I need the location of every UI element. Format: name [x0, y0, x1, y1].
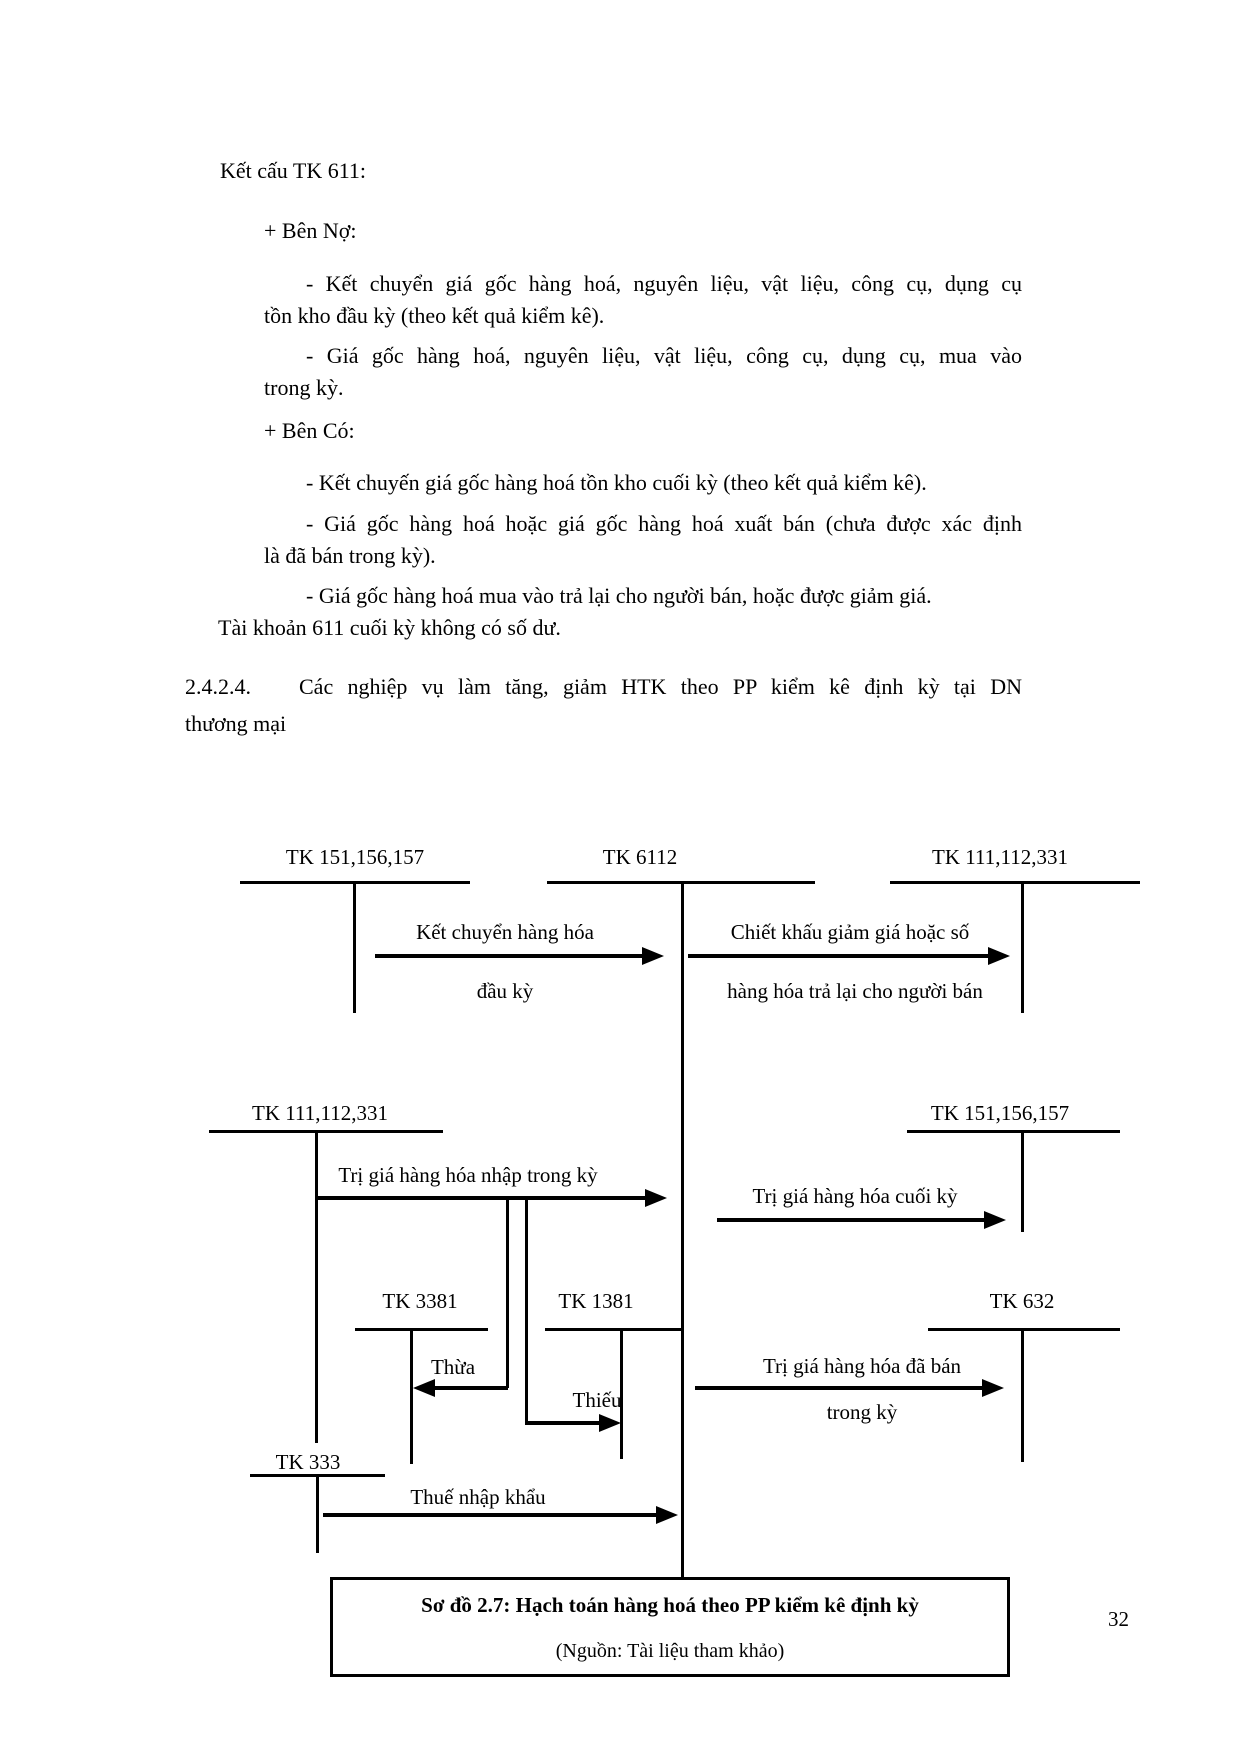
- debit-header: + Bên Nợ:: [264, 218, 357, 243]
- label-surplus: Thừa: [430, 1355, 476, 1379]
- credit-item-2-line-1: - Giá gốc hàng hoá hoặc giá gốc hàng hoá xuất bán (chưa được xác định: [306, 511, 1022, 536]
- arrow-opening-label-line1: Kết chuyển hàng hóa: [416, 920, 594, 944]
- diagram-caption-title: Sơ đồ 2.7: Hạch toán hàng hoá theo PP kiểm kê định kỳ: [421, 1593, 919, 1617]
- arrow-import-tax-label: Thuế nhập khẩu: [410, 1485, 546, 1509]
- arrow-opening-head-icon: [642, 947, 664, 965]
- t-account-label-3381: TK 3381: [382, 1289, 458, 1313]
- arrow-surplus-head-icon: [413, 1379, 435, 1397]
- t-stem-333: [316, 1476, 319, 1553]
- t-account-label-6112: TK 6112: [602, 845, 678, 869]
- t-stem-3381: [410, 1330, 413, 1464]
- credit-header: + Bên Có:: [264, 418, 355, 443]
- t-account-label-111-112-331-top: TK 111,112,331: [932, 845, 1068, 869]
- arrow-sold-shaft: [695, 1386, 982, 1390]
- arrow-ending-head-icon: [984, 1211, 1006, 1229]
- t-stem-151-156-157-top: [353, 883, 356, 1013]
- arrow-purchase-head-icon: [645, 1189, 667, 1207]
- section-title: Các nghiệp vụ làm tăng, giảm HTK theo PP kiểm kê định kỳ tại DN: [299, 674, 1022, 699]
- label-shortage: Thiếu: [572, 1388, 622, 1412]
- section-heading-line-1: [185, 668, 1022, 705]
- t-account-label-333: TK 333: [275, 1450, 341, 1474]
- arrow-import-tax-head-icon: [656, 1506, 678, 1524]
- closing-note: Tài khoản 611 cuối kỳ không có số dư.: [218, 615, 561, 640]
- arrow-shortage-shaft: [527, 1421, 599, 1425]
- t-account-label-111-112-331-left: TK 111,112,331: [252, 1101, 388, 1125]
- t-stem-6112: [681, 883, 684, 1577]
- debit-item-1: [185, 268, 1022, 332]
- arrow-purchase-shaft: [317, 1196, 645, 1200]
- section-heading: [185, 668, 1022, 742]
- debit-item-1-line-2: tồn kho đầu kỳ (theo kết quả kiểm kê).: [264, 303, 605, 328]
- t-bar-111-112-331-left: [209, 1130, 443, 1133]
- credit-item-2: [185, 508, 1022, 572]
- debit-item-2-line-1: - Giá gốc hàng hoá, nguyên liệu, vật liệu, công cụ, dụng cụ, mua vào: [306, 343, 1022, 368]
- t-account-label-632: TK 632: [989, 1289, 1055, 1313]
- credit-item-2-line-2: là đã bán trong kỳ).: [264, 543, 436, 568]
- debit-item-2: [185, 340, 1022, 404]
- arrow-discount-label-line2: hàng hóa trả lại cho người bán: [727, 979, 983, 1003]
- t-bar-151-156-157-right: [907, 1130, 1120, 1133]
- drop-line-shortage: [525, 1198, 528, 1425]
- arrow-opening-shaft: [375, 954, 642, 958]
- page-number: 32: [1108, 1607, 1129, 1631]
- t-stem-111-112-331-left: [315, 1132, 318, 1443]
- arrow-shortage-head-icon: [599, 1414, 621, 1432]
- arrow-discount-shaft: [688, 954, 988, 958]
- t-account-label-151-156-157-right: TK 151,156,157: [930, 1101, 1070, 1125]
- arrow-import-tax-shaft: [323, 1513, 656, 1517]
- t-bar-111-112-331-top: [890, 881, 1140, 884]
- credit-item-1: - Kết chuyến giá gốc hàng hoá tồn kho cuối kỳ (theo kết quả kiểm kê).: [306, 470, 927, 495]
- arrow-ending-label: Trị giá hàng hóa cuối kỳ: [752, 1184, 958, 1208]
- t-account-label-1381: TK 1381: [558, 1289, 634, 1313]
- arrow-sold-label-line1: Trị giá hàng hóa đã bán: [762, 1354, 962, 1378]
- section-heading-line-2: thương mại: [185, 711, 287, 736]
- t-bar-632: [928, 1328, 1120, 1331]
- intro-line: Kết cấu TK 611:: [220, 158, 367, 183]
- drop-line-surplus: [506, 1198, 509, 1388]
- t-account-label-151-156-157-top: TK 151,156,157: [285, 845, 425, 869]
- arrow-ending-shaft: [717, 1218, 984, 1222]
- arrow-surplus-shaft: [435, 1386, 508, 1390]
- arrow-sold-head-icon: [982, 1379, 1004, 1397]
- arrow-discount-head-icon: [988, 947, 1010, 965]
- section-number: 2.4.2.4.: [185, 674, 251, 699]
- t-bar-3381: [355, 1328, 488, 1331]
- arrow-sold-label-line2: trong kỳ: [826, 1400, 898, 1424]
- diagram-caption-box: [330, 1577, 1010, 1677]
- arrow-opening-label-line2: đầu kỳ: [476, 979, 534, 1003]
- t-bar-1381: [545, 1328, 682, 1331]
- debit-item-2-line-2: trong kỳ.: [264, 375, 344, 400]
- credit-item-3: - Giá gốc hàng hoá mua vào trả lại cho người bán, hoặc được giảm giá.: [306, 583, 932, 608]
- t-stem-111-112-331-top: [1021, 883, 1024, 1013]
- diagram-caption-source: (Nguồn: Tài liệu tham khảo): [555, 1640, 785, 1662]
- arrow-purchase-label: Trị giá hàng hóa nhập trong kỳ: [338, 1163, 598, 1187]
- t-stem-151-156-157-right: [1021, 1132, 1024, 1232]
- arrow-discount-label-line1: Chiết khấu giảm giá hoặc số: [730, 920, 970, 944]
- t-stem-632: [1021, 1330, 1024, 1462]
- debit-item-1-line-1: - Kết chuyển giá gốc hàng hoá, nguyên liệu, vật liệu, công cụ, dụng cụ: [306, 271, 1022, 296]
